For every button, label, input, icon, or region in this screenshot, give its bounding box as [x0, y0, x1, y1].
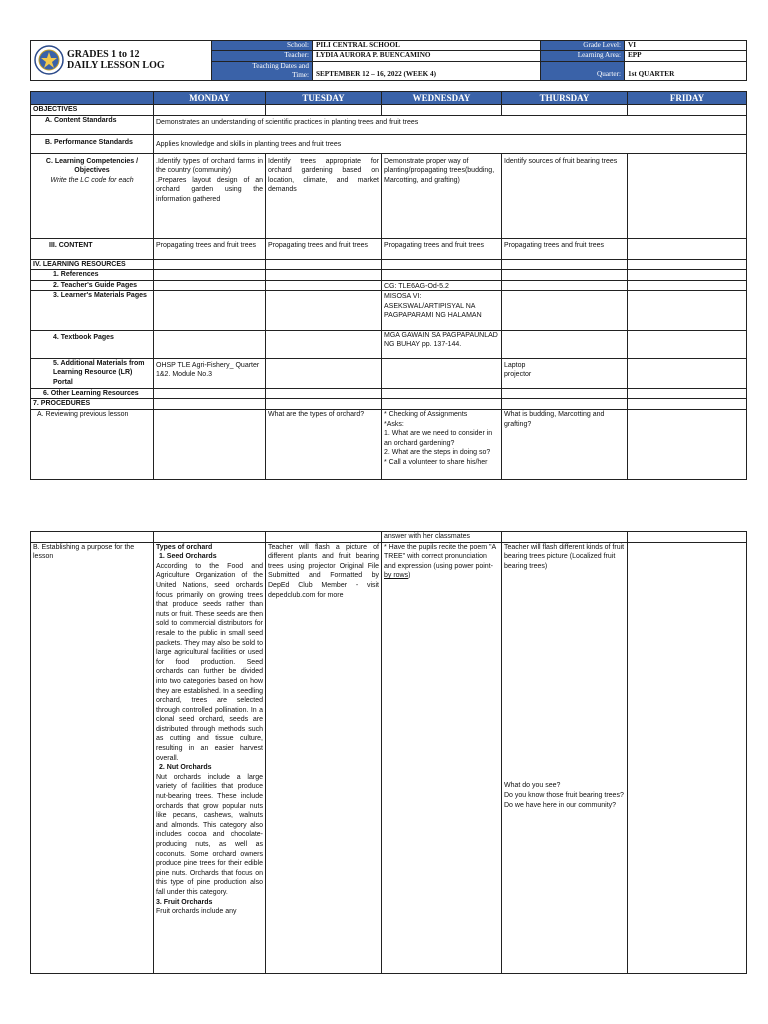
header-title-cell — [31, 41, 212, 81]
lesson-table-page-2 — [30, 531, 746, 974]
competency-tuesday: Identify trees appropriate for orchard gardening based on location, climate, and market demands — [266, 153, 382, 238]
seed-orchards-heading: 1. Seed Orchards — [159, 553, 217, 561]
teacher-label: Teacher: — [212, 51, 313, 61]
content-tuesday: Propagating trees and fruit trees — [266, 238, 382, 259]
competencies-sublabel: Write the LC code for each — [50, 176, 134, 184]
content-standards-text: Demonstrates an understanding of scientific practices in planting trees and fruit trees — [154, 115, 747, 134]
competencies-label-cell — [31, 153, 154, 238]
content-wednesday: Propagating trees and fruit trees — [382, 238, 502, 259]
content-standards-label: A. Content Standards — [31, 115, 154, 134]
form-subtitle: DAILY LESSON LOG — [67, 60, 165, 72]
quarter-value: 1st QUARTER — [625, 61, 747, 80]
other-resources-label: 6. Other Learning Resources — [31, 388, 154, 399]
deped-seal-icon — [34, 45, 64, 75]
content-monday: Propagating trees and fruit trees — [154, 238, 266, 259]
competencies-label: C. Learning Competencies / Objectives — [45, 157, 139, 175]
day-wednesday: WEDNESDAY — [382, 92, 502, 105]
references-label: 1. References — [31, 270, 154, 281]
establishing-thursday — [502, 542, 628, 973]
area-value: EPP — [625, 51, 747, 61]
nut-orchards-heading: 2. Nut Orchards — [159, 764, 212, 772]
learners-materials-wednesday: CG: TLE6AG-Od-5.2 MISOSA VI: ASEKSWAL/ARTIPISYAL NA PAGPAPARAMI NG HALAMAN — [382, 282, 502, 321]
performance-standards-label: B. Performance Standards — [31, 134, 154, 153]
objectives-heading: OBJECTIVES — [31, 105, 154, 116]
grade-value: VI — [625, 41, 747, 51]
by-rows-link[interactable]: by rows — [384, 572, 409, 580]
lesson-log-header — [30, 40, 746, 81]
day-thursday: THURSDAY — [502, 92, 628, 105]
additional-materials-thursday: Laptop projector — [502, 358, 628, 388]
textbook-pages-label: 4. Textbook Pages — [31, 330, 154, 358]
corner-cell — [31, 92, 154, 105]
competency-thursday: Identify sources of fruit bearing trees — [502, 153, 628, 238]
reviewing-thursday: What is budding, Marcotting and grafting? — [502, 409, 628, 479]
reviewing-wednesday-continued: answer with her classmates — [382, 532, 502, 543]
dates-label-line1: Teaching Dates and — [252, 61, 309, 70]
additional-materials-monday: OHSP TLE Agri-Fishery_ Quarter 1&2. Module No.3 — [154, 358, 266, 388]
orchard-types-heading: Types of orchard — [156, 543, 213, 551]
poem-instruction: * Have the pupils recite the poem "A TREE" with correct pronunciation and expression (using power point- — [384, 543, 496, 570]
reviewing-wednesday: * Checking of Assignments *Asks: 1. What are we need to consider in an orchard gardening? 2. What are the steps in doing so? * Call a volunteer to share his/her — [382, 409, 502, 479]
day-friday: FRIDAY — [628, 92, 747, 105]
textbook-pages-wednesday: MGA GAWAIN SA PAGPAPAUNLAD NG BUHAY pp. 137-144. — [382, 330, 502, 358]
competency-monday: .Identify types of orchard farms in the country (community) .Prepares layout design of an orchard garden using the information gathered — [154, 153, 266, 238]
dates-label-line2: Time: — [292, 70, 309, 79]
lesson-table-page-1 — [30, 91, 746, 480]
day-monday: MONDAY — [154, 92, 266, 105]
seed-orchards-text: According to the Food and Agriculture Organization of the United Nations, seed orchards focus primarily on growing trees that produce seeds rather than nuts or fruit. These seeds are then sold to commercial distributors for resale to the public in small seed packets. They may also be sold to large agricultural facilities or used for food production. Seed orchards can further be divided into two categories based on how they are established. In a seedling orchard, trees are selected through controlled pollination. In a clonal seed orchard, seeds are distributed through methods such as cutting and tissue culture, resulting in an easier harvest overall. — [156, 562, 263, 762]
school-label: School: — [212, 41, 313, 51]
day-tuesday: TUESDAY — [266, 92, 382, 105]
form-title: GRADES 1 to 12 — [67, 49, 140, 61]
dates-label — [212, 61, 313, 80]
establishing-purpose-label: B. Establishing a purpose for the lesson — [31, 542, 154, 973]
resources-heading: IV. LEARNING RESOURCES — [31, 259, 154, 270]
establishing-tuesday: Teacher will flash a picture of different plants and fruit bearing trees using projector Original File Submitted and Formatted by DepEd Club Member - visit depedclub.com for more — [266, 542, 382, 973]
school-value: PILI CENTRAL SCHOOL — [313, 41, 541, 51]
procedures-heading: 7. PROCEDURES — [31, 399, 154, 410]
reviewing-lesson-label: A. Reviewing previous lesson — [31, 409, 154, 479]
dates-value: SEPTEMBER 12 – 16, 2022 (WEEK 4) — [313, 61, 541, 80]
competency-wednesday: Demonstrate proper way of planting/propagating trees(budding, Marcotting, and grafting) — [382, 153, 502, 238]
teachers-guide-label: 2. Teacher's Guide Pages — [31, 280, 154, 291]
learners-materials-label: 3. Learner's Materials Pages — [31, 291, 154, 330]
additional-materials-label: 5. Additional Materials from Learning Resource (LR) Portal — [31, 358, 154, 388]
area-label: Learning Area: — [541, 51, 625, 61]
establishing-wednesday — [382, 542, 502, 973]
fruit-orchards-text: Fruit orchards include any — [156, 908, 237, 916]
reviewing-tuesday: What are the types of orchard? — [266, 409, 382, 479]
quarter-label: Quarter: — [541, 61, 625, 80]
performance-standards-text: Applies knowledge and skills in planting trees and fruit trees — [154, 134, 747, 153]
establishing-monday — [154, 542, 266, 973]
flash-trees-text: Teacher will flash different kinds of fruit bearing trees picture (Localized fruit bearing trees) — [504, 543, 625, 570]
nut-orchards-text: Nut orchards include a large variety of facilities that produce nut-bearing trees. These include orchards that grow popular nuts like pecans, cashews, walnuts and almonds. This category also includes cocoa and chocolate-producing nuts, as well as coconuts. Some orchard owners produce pine trees for their edible pine nuts. Orchards that focus on this type of pine production also fall under this category. — [156, 773, 263, 896]
poem-instruction-end: ) — [408, 572, 411, 580]
grade-label: Grade Level: — [541, 41, 625, 51]
content-thursday: Propagating trees and fruit trees — [502, 238, 628, 259]
teacher-value: LYDIA AURORA P. BUENCAMINO — [313, 51, 541, 61]
content-label: III. CONTENT — [31, 238, 154, 259]
thursday-questions: What do you see? Do you know those fruit bearing trees? Do we have here in our community? — [504, 782, 624, 809]
fruit-orchards-heading: 3. Fruit Orchards — [156, 898, 213, 906]
